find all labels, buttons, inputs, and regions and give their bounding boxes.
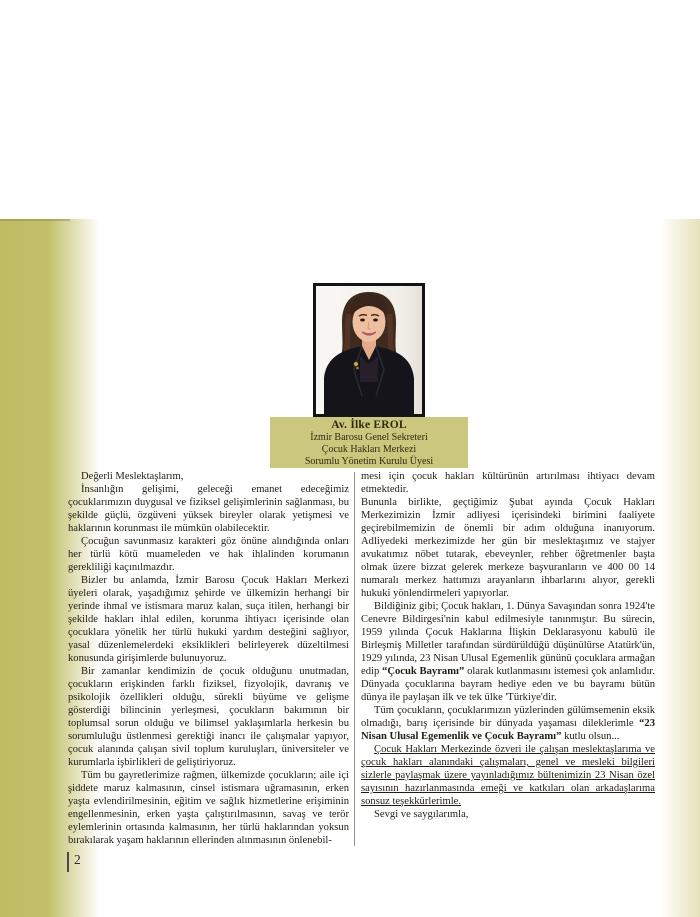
page-number: 2 bbox=[67, 852, 81, 872]
author-caption-box bbox=[270, 417, 468, 468]
paragraph bbox=[68, 574, 349, 665]
text-segment: Tüm çocukların, çocuklarımızın yüzlerinden gülümsemenin eksik olmadığı, barış içerisinde bir dünyada yaşaması dileklerimle bbox=[361, 705, 655, 729]
author-photo bbox=[313, 283, 425, 417]
article-body bbox=[68, 470, 656, 847]
text-segment: Bildiğiniz gibi; Çocuk hakları, 1. Dünya Savaşından sonra 1924'te Cenevre Bildirgesi'nin kabul edilmesiyle tanınmıştır. Bu sürecin, 1959 yılında Çocuk Haklarına İlişkin Deklarasyonu kabulü ile Birleşmiş Milletler tarafından sürdürüldüğü düşünülürse Atatürk'ün, 1929 yılında, 23 Nisan Ulusal Egemenlik gününü çocuklara armağan edip bbox=[361, 601, 655, 677]
text-segment: Bizler bu anlamda, İzmir Barosu Çocuk Hakları Merkezi üyeleri olarak, yaşadığımız şehirde ve ülkemizin herhangi bir yerinde ihmal ve istismara maruz kalan, suça itilen, herhangi bir şekilde hakları ihlal edilen, korunma ihtiyacı içerisinde olan çocuklara yönelik her türlü hukuki yardım desteğini sağlıyor, yasal düzenlemelerdeki eksiklikleri belirleyerek düzeltilmesi konusunda girişimlerde bulunuyoruz. bbox=[68, 575, 349, 664]
text-segment: kutlu olsun... bbox=[561, 731, 620, 742]
text-segment: İnsanlığın gelişimi, geleceği emanet edeceğimiz çocuklarımızın duygusal ve fiziksel gelişimlerinin sağlanması, bu şekilde güçlü, özgüveni yüksek bireyler olarak yetişmesi ve haklarının korunması ile mümkün olabilecektir. bbox=[68, 484, 349, 534]
paragraph bbox=[361, 496, 655, 600]
paragraph bbox=[68, 483, 349, 535]
paragraph bbox=[361, 743, 655, 808]
column-divider-rule bbox=[354, 472, 355, 846]
text-segment: Çocuk Hakları Merkezinde özveri ile çalışan meslektaşlarıma ve çocuk hakları alanındaki çalışmaları, genel ve mesleki bilgileri sizlerle paylaşmak üzere yayınladığımız bültenimizin 23 Nisan özel sayısının hazırlanmasında emeği ve katkıları olan arkadaşlarıma sonsuz teşekkürlerimle. bbox=[361, 744, 655, 807]
author-title-line: Sorumlu Yönetim Kurulu Üyesi bbox=[304, 456, 434, 467]
text-segment: Sevgi ve saygılarımla, bbox=[374, 809, 469, 820]
author-title-line: İzmir Barosu Genel Sekreteri bbox=[310, 432, 428, 443]
text-segment: Bir zamanlar kendimizin de çocuk olduğunu unutmadan, çocukların erişkinden farklı fiziksel, fizyolojik, davranış ve psikolojik özellikleri olduğu, sürekli büyüme ve gelişme gösterdiği bilincinin yerleşmesi, çocukların bakımının bir toplumsal sorun olduğu ve bilimsel yaklaşımlarla herkesin bu sorumluluğu üstlenmesi gerektiği inancı ile çalışmalar yapıyor, çocuk alanında çalışan sivil toplum kuruluşları, üniversiteler ve kurumlarla işbirlikleri de geliştiriyoruz. bbox=[68, 666, 349, 768]
paragraph bbox=[68, 535, 349, 574]
text-segment: “Çocuk Bayramı” bbox=[382, 666, 465, 677]
text-segment: mesi için çocuk hakları kültürünün artırılması ihtiyacı devam etmektedir. bbox=[361, 471, 655, 495]
text-segment: Bununla birlikte, geçtiğimiz Şubat ayında Çocuk Hakları Merkezimizin İzmir adliyesi içerisindeki birimini faaliyete geçirebilmemizin de önemli bir adım olduğuna inanıyorum. Adliyedeki merkezimizde her gün bir meslektaşımız ve stajyer avukatımız nöbet tutarak, ebeveynler, rehber öğretmenler başta olmak üzere bizzat gelerek merkeze başvuranların ve 400 00 14 numaralı merkez hattımızı arayanların ihbarlarını alıyor, gerekli hukuki yönlendirmeleri yapıyorlar. bbox=[361, 497, 655, 599]
author-title-line: Çocuk Hakları Merkezi bbox=[321, 444, 417, 455]
right-column bbox=[361, 470, 655, 847]
text-segment: Çocuğun savunmasız karakteri göz önüne alındığında onları her türlü kötü muameleden ve hak ihlalinden korumanın gerekliliği kaçınılmazdır. bbox=[68, 536, 349, 573]
woman-portrait-illustration bbox=[316, 286, 422, 414]
paragraph bbox=[361, 600, 655, 704]
author-name: Av. İlke EROL bbox=[331, 419, 407, 431]
paragraph bbox=[361, 470, 655, 496]
paragraph bbox=[68, 470, 349, 483]
text-segment: Tüm bu gayretlerimize rağmen, ülkemizde çocukların; aile içi şiddete maruz kalmasının, cinsel istismara uğramasının, erken yaşta evlendirilmesinin, eğitim ve sağlık hizmetlerine erişiminin engellenmesinin, erken yaşta çalıştırılmasının, savaş ve terör eylemlerinin ortasında kalmasının, her türlü haklarından yoksun bırakılarak yaşam haklarının ellerinden alınmasının önlenebil- bbox=[68, 770, 349, 846]
left-column bbox=[68, 470, 349, 847]
text-segment: “23 Nisan Ulusal Egemenlik ve Çocuk Bayramı” bbox=[361, 718, 655, 742]
text-segment: olarak kutlanmasını istemesi çok anlamlıdır. Dünyada çocuklarına bayram hediye eden ve bu bayramı bütün dünya ile paylaşan ilk ve tek ülke 'Türkiye'dir. bbox=[361, 666, 656, 703]
paragraph bbox=[361, 808, 655, 821]
right-gradient-band bbox=[660, 219, 700, 917]
paragraph bbox=[361, 704, 655, 743]
paragraph bbox=[68, 769, 349, 847]
text-segment: Değerli Meslektaşlarım, bbox=[81, 471, 184, 482]
paragraph bbox=[68, 665, 349, 769]
